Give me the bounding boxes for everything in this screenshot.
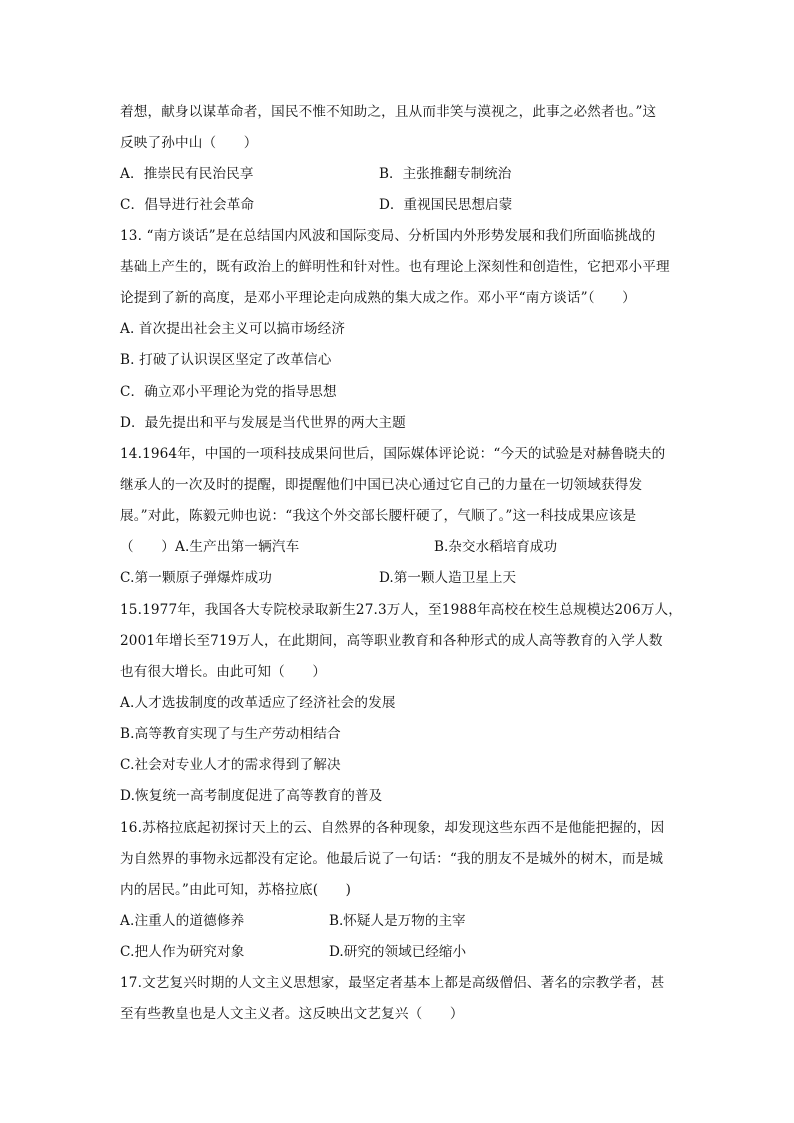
q16-option-d: D.研究的领域已经缩小 <box>329 944 467 960</box>
q15-option-b: B.高等教育实现了与生产劳动相结合 <box>120 726 341 742</box>
q12-option-d: D．重视国民思想启蒙 <box>379 197 513 213</box>
q12-stem-line-2: 反映了孙中山（ ） <box>120 135 258 151</box>
q13-option-b: B. 打破了认识误区坚定了改革信心 <box>120 352 332 368</box>
q16-stem-line-1: 16.苏格拉底起初探讨天上的云、自然界的各种现象，却发现这些东西不是他能把握的，因 <box>120 820 665 836</box>
q12-option-a: A．推崇民有民治民享 <box>120 166 254 182</box>
q17-stem-line-2: 至有些教皇也是人文主义者。这反映出文艺复兴（ ） <box>120 1006 464 1022</box>
q15-option-d: D.恢复统一高考制度促进了高等教育的普及 <box>120 788 383 804</box>
q15-option-c: C.社会对专业人才的需求得到了解决 <box>120 757 341 773</box>
q12-option-c: C．倡导进行社会革命 <box>120 197 255 213</box>
q14-stem-line-3: 展。”对此，陈毅元帅也说：“我这个外交部长腰杆硬了，气顺了。”这一科技成果应该是 <box>120 508 637 524</box>
q16-stem-line-2: 为自然界的事物永远都没有定论。他最后说了一句话：“我的朋友不是城外的树木，而是城 <box>120 851 664 867</box>
q14-option-b: B.杂交水稻培育成功 <box>434 539 558 555</box>
q13-stem-line-2: 基础上产生的，既有政治上的鲜明性和针对性。也有理论上深刻性和创造性，它把邓小平理 <box>120 259 670 275</box>
q14-option-d: D.第一颗人造卫星上天 <box>379 570 517 586</box>
q13-option-c: C．确立邓小平理论为党的指导思想 <box>120 384 337 400</box>
q17-stem-line-1: 17.文艺复兴时期的人文主义思想家，最坚定者基本上都是高级僧侣、著名的宗教学者，甚 <box>120 975 665 991</box>
q15-option-a: A.人才选拔制度的改革适应了经济社会的发展 <box>120 695 396 711</box>
q13-option-a: A. 首次提出社会主义可以搞市场经济 <box>120 321 346 337</box>
q15-stem-line-1: 15.1977年，我国各大专院校录取新生27.3万人，至1988年高校在校生总规模达206万人， <box>120 602 683 618</box>
q13-option-d: D．最先提出和平与发展是当代世界的两大主题 <box>120 415 406 431</box>
q12-option-b: B．主张推翻专制统治 <box>379 166 512 182</box>
q14-stem-line-1: 14.1964年，中国的一项科技成果问世后，国际媒体评论说：“今天的试验是对赫鲁晓夫的 <box>120 446 666 462</box>
q13-stem-line-3: 论提到了新的高度，是邓小平理论走向成熟的集大成之作。邓小平“南方谈话”（ ） <box>120 290 636 306</box>
q16-stem-line-3: 内的居民。”由此可知，苏格拉底( ) <box>120 882 352 898</box>
q15-stem-line-3: 也有很大增长。由此可知（ ） <box>120 664 327 680</box>
q16-option-a: A.注重人的道德修养 <box>120 913 245 929</box>
q14-stem-line-2: 继承人的一次及时的提醒，即提醒他们中国已决心通过它自己的力量在一切领域获得发 <box>120 477 643 493</box>
q13-stem-line-1: 13. “南方谈话”是在总结国内风波和国际变局、分析国内外形势发展和我们所面临挑战的 <box>120 228 656 244</box>
q14-option-c: C.第一颗原子弹爆炸成功 <box>120 570 272 586</box>
q15-stem-line-2: 2001年增长至719万人，在此期间，高等职业教育和各种形式的成人高等教育的入学人数 <box>120 633 663 649</box>
q16-option-c: C.把人作为研究对象 <box>120 944 245 960</box>
q16-option-b: B.怀疑人是万物的主宰 <box>329 913 466 929</box>
q12-stem-line-1: 着想，献身以谋革命者，国民不惟不知助之，且从而非笑与漠视之，此事之必然者也。”这 <box>120 104 657 120</box>
q14-stem-line-4-option-a: （ ）A.生产出第一辆汽车 <box>120 539 300 555</box>
